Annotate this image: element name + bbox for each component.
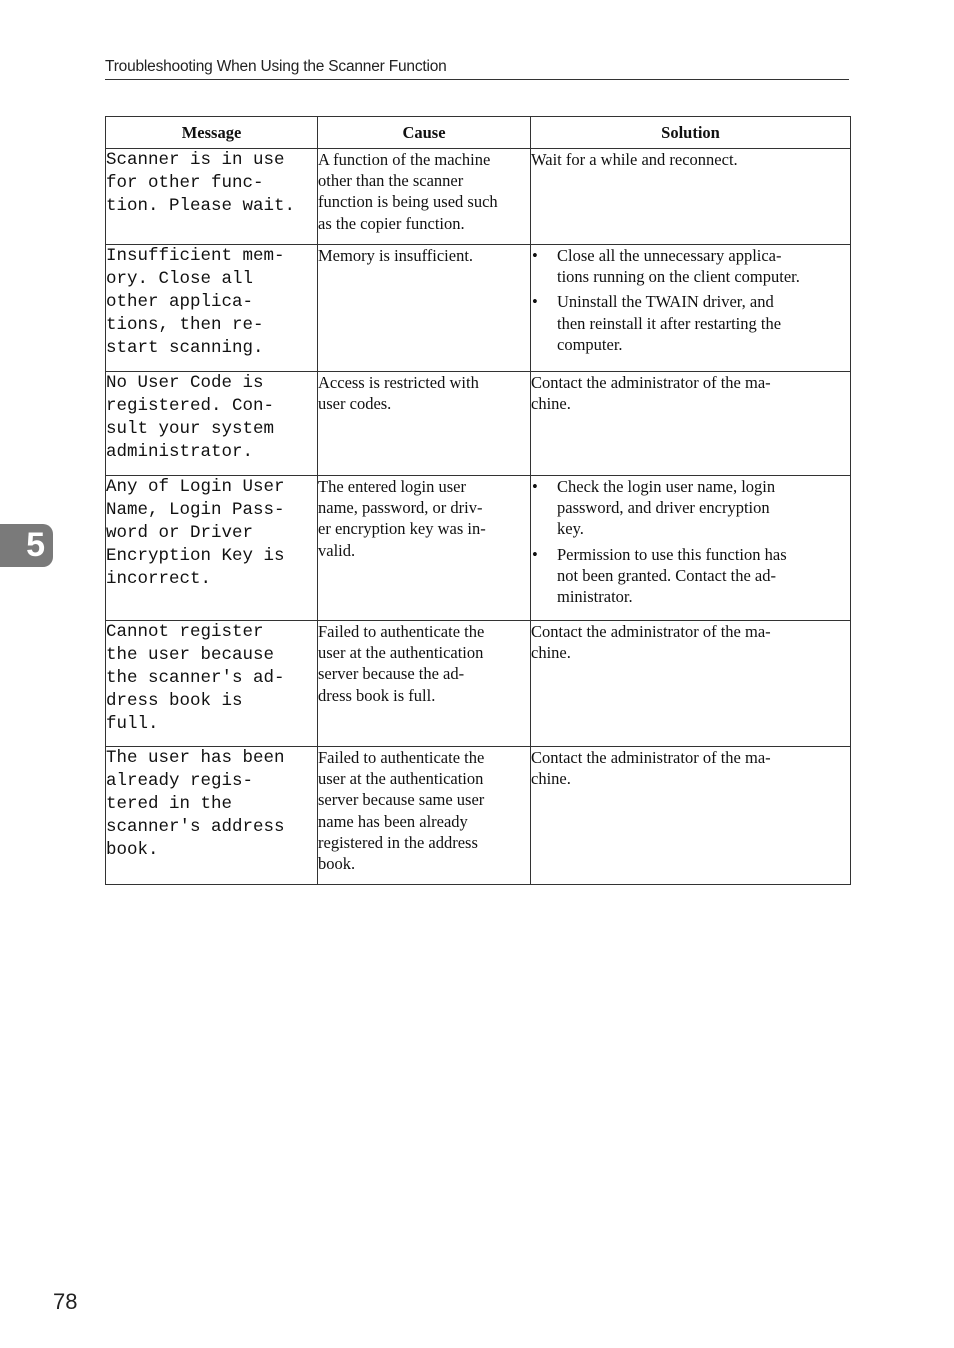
cause-cell: Failed to authenticate the user at the authentication server because the ad- dress book is full. <box>318 621 531 747</box>
solution-cell <box>531 621 851 747</box>
table-row <box>106 372 851 476</box>
chapter-tab: 5 <box>0 524 53 567</box>
message-cell: Cannot register the user because the scanner's ad- dress book is full. <box>106 621 318 747</box>
solution-cell <box>531 372 851 476</box>
solution-cell <box>531 476 851 621</box>
solution-cell <box>531 747 851 885</box>
solution-list-item <box>531 245 850 287</box>
troubleshooting-table <box>105 116 851 885</box>
cause-cell: A function of the machine other than the scanner function is being used such as the copier function. <box>318 149 531 245</box>
cause-cell: The entered login user name, password, or driv- er encryption key was in- valid. <box>318 476 531 621</box>
column-header-message: Message <box>106 117 318 149</box>
running-header: Troubleshooting When Using the Scanner Function <box>105 57 849 80</box>
solution-text: Contact the administrator of the ma- chine. <box>531 373 771 414</box>
table-row <box>106 747 851 885</box>
table-row <box>106 149 851 245</box>
table-body <box>106 149 851 885</box>
solution-text: Close all the unnecessary applica- tions running on the client computer. <box>557 246 800 287</box>
solution-list <box>531 245 850 355</box>
solution-list <box>531 476 850 607</box>
solution-list-item <box>531 476 850 540</box>
message-cell: Insufficient mem- ory. Close all other applica- tions, then re- start scanning. <box>106 245 318 372</box>
message-cell: Any of Login User Name, Login Pass- word or Driver Encryption Key is incorrect. <box>106 476 318 621</box>
column-header-solution: Solution <box>531 117 851 149</box>
solution-text: Check the login user name, login password, and driver encryption key. <box>557 477 776 539</box>
table-row <box>106 245 851 372</box>
message-cell: Scanner is in use for other func- tion. Please wait. <box>106 149 318 245</box>
bullet-icon: • <box>532 544 538 564</box>
message-cell: No User Code is registered. Con- sult your system administrator. <box>106 372 318 476</box>
message-cell: The user has been already regis- tered in the scanner's address book. <box>106 747 318 885</box>
table-header-row <box>106 117 851 149</box>
cause-cell: Access is restricted with user codes. <box>318 372 531 476</box>
cause-cell: Memory is insufficient. <box>318 245 531 372</box>
column-header-cause: Cause <box>318 117 531 149</box>
solution-text: Wait for a while and reconnect. <box>531 150 738 169</box>
table-row <box>106 476 851 621</box>
solution-list-item <box>531 544 850 608</box>
solution-cell <box>531 245 851 372</box>
bullet-icon: • <box>532 292 538 312</box>
solution-text: Uninstall the TWAIN driver, and then reinstall it after restarting the computer. <box>557 292 782 354</box>
bullet-icon: • <box>532 246 538 265</box>
page-number: 78 <box>53 1289 78 1314</box>
bullet-icon: • <box>532 477 538 496</box>
solution-text: Contact the administrator of the ma- chine. <box>531 748 771 789</box>
solution-cell <box>531 149 851 245</box>
solution-text: Contact the administrator of the ma- chine. <box>531 622 771 663</box>
table-row <box>106 621 851 747</box>
solution-text: Permission to use this function has not been granted. Contact the ad- ministrator. <box>557 544 787 607</box>
solution-list-item <box>531 291 850 355</box>
cause-cell: Failed to authenticate the user at the authentication server because same user name has been already registered in the address book. <box>318 747 531 885</box>
